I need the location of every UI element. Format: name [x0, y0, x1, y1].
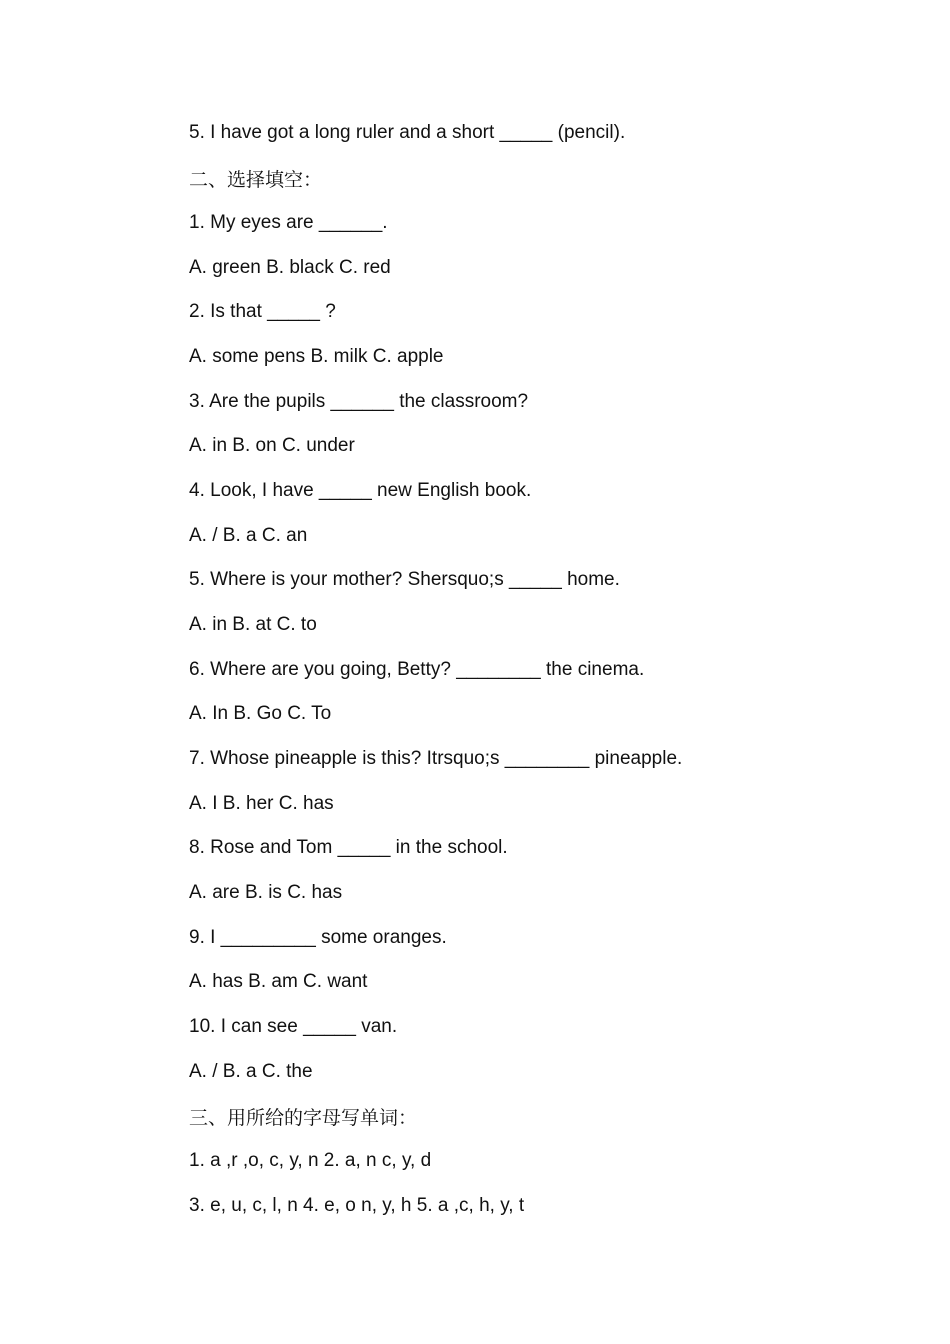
- choice-options-1: A. green B. black C. red: [189, 257, 391, 278]
- choice-options-2: A. some pens B. milk C. apple: [189, 346, 444, 367]
- section-2-heading: 二、选择填空：: [189, 169, 323, 191]
- choice-question-1: 1. My eyes are ______.: [189, 212, 388, 233]
- choice-question-5: 5. Where is your mother? Shersquo;s _____ home.: [189, 569, 620, 590]
- choice-question-10: 10. I can see _____ van.: [189, 1016, 398, 1037]
- choice-options-7: A. I B. her C. has: [189, 793, 334, 814]
- choice-options-10: A. / B. a C. the: [189, 1061, 313, 1082]
- choice-options-9: A. has B. am C. want: [189, 971, 368, 992]
- section-3-heading: 三、用所给的字母写单词：: [189, 1107, 418, 1129]
- choice-options-5: A. in B. at C. to: [189, 614, 317, 635]
- choice-options-3: A. in B. on C. under: [189, 435, 355, 456]
- choice-options-6: A. In B. Go C. To: [189, 703, 332, 724]
- fill-in-question-5: 5. I have got a long ruler and a short _____ (pencil).: [189, 122, 626, 143]
- choice-options-8: A. are B. is C. has: [189, 882, 343, 903]
- choice-options-4: A. / B. a C. an: [189, 525, 308, 546]
- choice-question-4: 4. Look, I have _____ new English book.: [189, 480, 532, 501]
- word-letters-row-2: 3. e, u, c, l, n 4. e, o n, y, h 5. a ,c, h, y, t: [189, 1195, 525, 1216]
- choice-question-6: 6. Where are you going, Betty? ________ the cinema.: [189, 659, 645, 680]
- choice-question-2: 2. Is that _____ ?: [189, 301, 336, 322]
- choice-question-8: 8. Rose and Tom _____ in the school.: [189, 837, 508, 858]
- choice-question-7: 7. Whose pineapple is this? Itrsquo;s ________ pineapple.: [189, 748, 683, 769]
- choice-question-3: 3. Are the pupils ______ the classroom?: [189, 391, 529, 412]
- choice-question-9: 9. I _________ some oranges.: [189, 927, 447, 948]
- word-letters-row-1: 1. a ,r ,o, c, y, n 2. a, n c, y, d: [189, 1150, 432, 1171]
